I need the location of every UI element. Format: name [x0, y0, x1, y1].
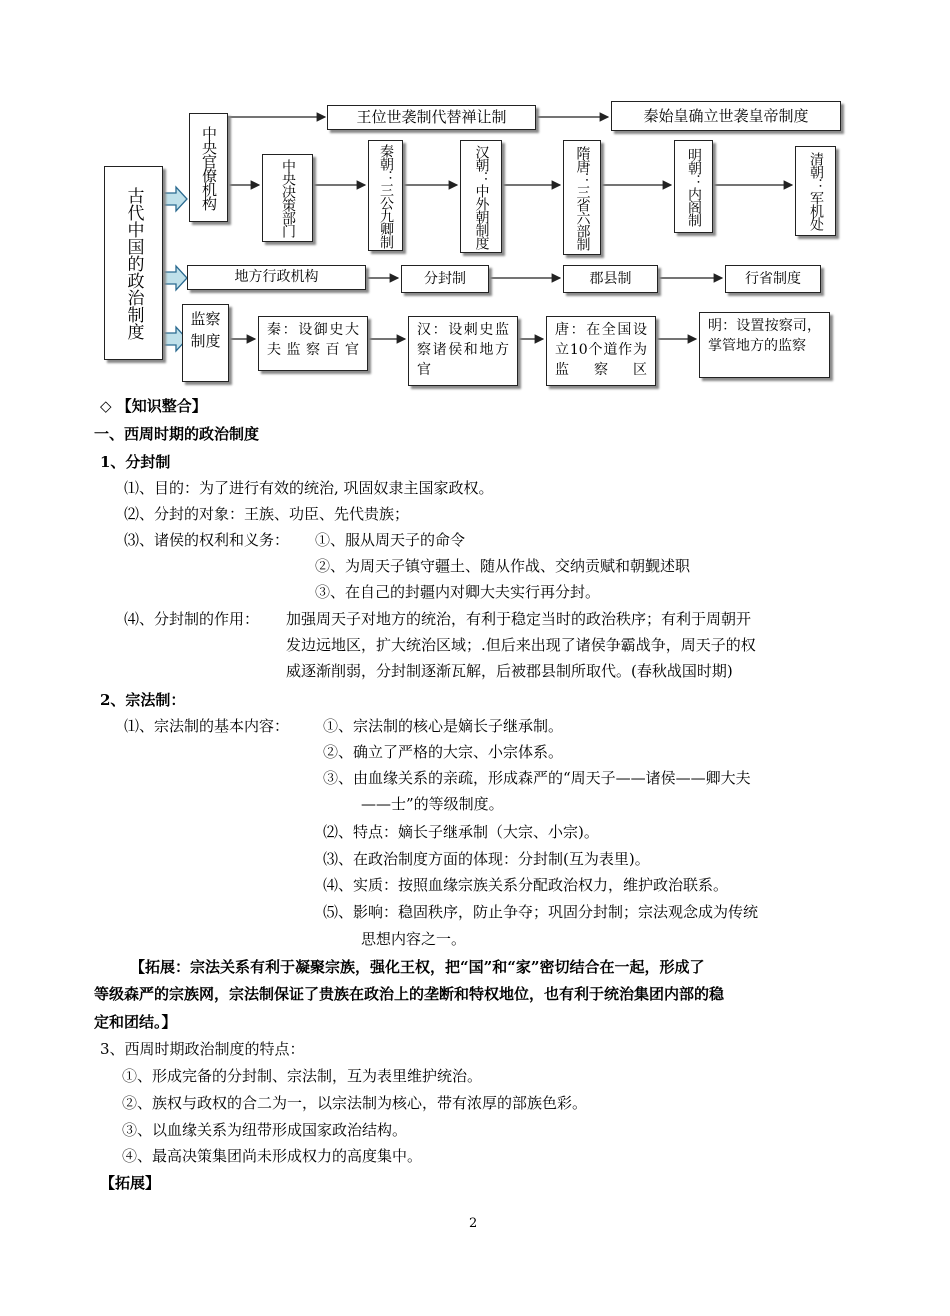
- zongfa-influence-cont: 思想内容之一。: [361, 930, 467, 948]
- han-dynasty-box: 汉朝：中外朝制度: [460, 140, 502, 253]
- root-to-local-arrow: [163, 266, 187, 290]
- supervision-box: 监察制度: [182, 304, 229, 382]
- root-to-central-arrow: [163, 187, 187, 211]
- first-emperor-box: 秦始皇确立世袭皇帝制度: [611, 101, 841, 131]
- zongfa-influence: ⑸、影响：稳固秩序，防止争夺；巩固分封制；宗法观念成为传统: [323, 903, 759, 921]
- root-box: 古代中国的政治制度: [104, 166, 163, 360]
- zongfa-title: 2、宗法制：: [100, 691, 186, 709]
- extension-line-3: 定和团结。】: [94, 1013, 177, 1031]
- zongfa-basic-label: ⑴、宗法制的基本内容：: [124, 717, 290, 735]
- features-title: 3、西周时期政治制度的特点：: [100, 1040, 305, 1058]
- zongfa-essence: ⑷、实质：按照血缘宗族关系分配政治权力，维护政治联系。: [323, 876, 729, 894]
- hereditary-throne-box: 王位世袭制代替禅让制: [327, 105, 536, 130]
- feature-2: ②、族权与政权的合二为一，以宗法制为核心，带有浓厚的部族色彩。: [122, 1094, 588, 1112]
- feature-4: ④、最高决策集团尚未形成权力的高度集中。: [122, 1147, 423, 1165]
- ming-supervision-box: 明：设置按察司，掌管地方的监察: [699, 312, 830, 378]
- sui-tang-box: 隋唐：三省六部制: [563, 140, 601, 255]
- zongfa-basic-3: ③、由血缘关系的亲疏，形成森严的“周天子——诸侯——卿大夫: [323, 769, 751, 787]
- section1-title: 一、西周时期的政治制度: [94, 425, 260, 443]
- fengjian-effect-line-1: 加强周天子对地方的统治，有利于稳定当时的政治秩序；有利于周朝开: [286, 610, 752, 628]
- fengjian-title: 1、分封制: [100, 453, 171, 471]
- fengjian-rights-label: ⑶、诸侯的权利和义务：: [124, 531, 290, 549]
- central-bureaucracy-box: 中央官僚机构: [189, 113, 228, 222]
- fengjian-right-2: ②、为周天子镇守疆土、随从作战、交纳贡赋和朝觐述职: [315, 557, 691, 575]
- commandery-box: 郡县制: [563, 265, 658, 293]
- fengjian-purpose: ⑴、目的：为了进行有效的统治, 巩固奴隶主国家政权。: [124, 479, 494, 497]
- fengjian-effect-line-3: 威逐渐削弱，分封制逐渐瓦解，后被郡县制所取代。(春秋战国时期): [286, 662, 733, 680]
- fengjian-box: 分封制: [401, 265, 489, 293]
- zongfa-basic-3-cont: ——士”的等级制度。: [361, 795, 504, 813]
- qin-supervision-box: 秦：设御史大夫监察百官: [258, 316, 368, 371]
- extension-line-1: 【拓展：宗法关系有利于凝聚宗族，强化王权，把“国”和“家”密切结合在一起，形成了: [130, 958, 705, 976]
- zongfa-feature: ⑵、特点：嫡长子继承制（大宗、小宗)。: [323, 823, 599, 841]
- feature-3: ③、以血缘关系为纽带形成国家政治结构。: [122, 1121, 408, 1139]
- extension2-title: 【拓展】: [100, 1174, 161, 1192]
- feature-1: ①、形成完备的分封制、宗法制，互为表里维护统治。: [122, 1067, 483, 1085]
- tang-supervision-box: 唐：在全国设立10个道作为监察区: [546, 316, 656, 386]
- qing-dynasty-box: 清朝：军机处: [795, 146, 836, 236]
- fengjian-effect-label: ⑷、分封制的作用：: [124, 610, 260, 628]
- fengjian-right-3: ③、在自己的封疆内对卿大夫实行再分封。: [315, 583, 601, 601]
- qin-dynasty-box: 秦朝：三公九卿制: [368, 140, 403, 251]
- fengjian-objects: ⑵、分封的对象：王族、功臣、先代贵族；: [124, 505, 410, 523]
- zongfa-basic-2: ②、确立了严格的大宗、小宗体系。: [323, 743, 564, 761]
- central-decision-box: 中央决策部门: [262, 154, 313, 242]
- fengjian-right-1: ①、服从周天子的命令: [315, 531, 466, 549]
- integration-title: ◇ 【知识整合】: [100, 397, 207, 415]
- extension-line-2: 等级森严的宗族网，宗法制保证了贵族在政治上的垄断和特权地位，也有利于统治集团内部的稳: [94, 985, 725, 1003]
- ming-dynasty-box: 明朝：内阁制: [674, 140, 713, 233]
- fengjian-effect-line-2: 发边远地区，扩大统治区域；.但后来出现了诸侯争霸战争，周天子的权: [286, 636, 756, 654]
- province-box: 行省制度: [725, 265, 821, 293]
- local-admin-box: 地方行政机构: [187, 265, 366, 290]
- zongfa-embodiment: ⑶、在政治制度方面的体现：分封制(互为表里)。: [323, 850, 650, 868]
- zongfa-basic-1: ①、宗法制的核心是嫡长子继承制。: [323, 717, 564, 735]
- page-number: 2: [469, 1216, 478, 1231]
- han-supervision-box: 汉：设刺史监察诸侯和地方官: [408, 316, 518, 386]
